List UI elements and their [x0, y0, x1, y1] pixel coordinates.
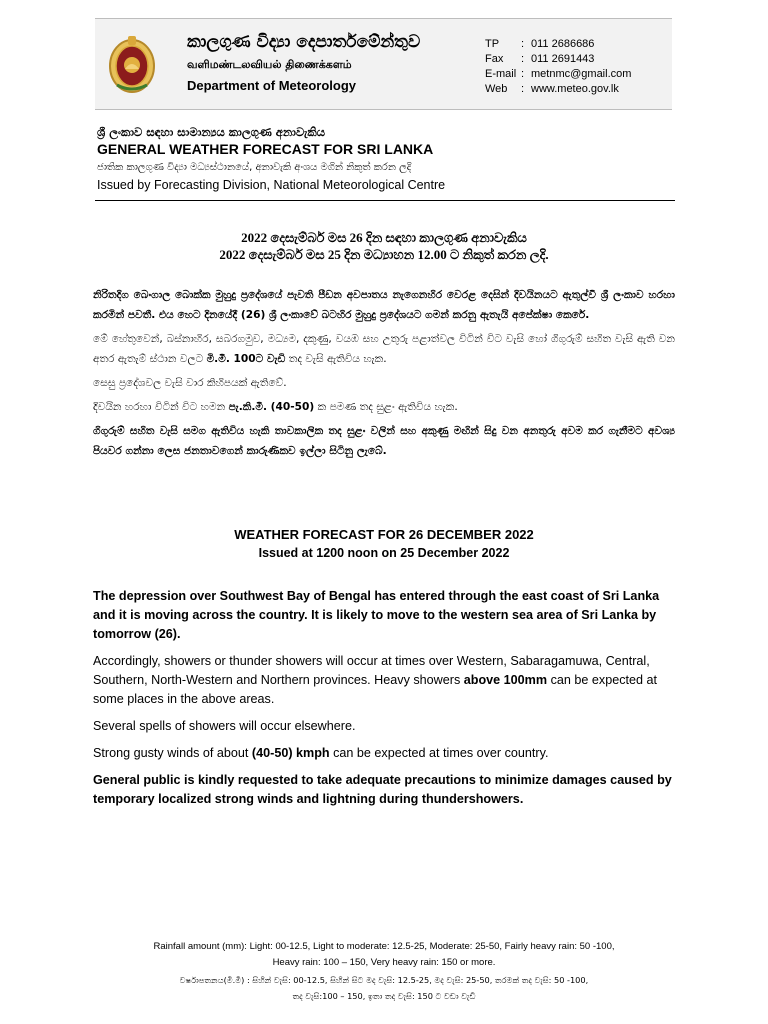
wind-speed-highlight: පැ.කි.මී. (40-50) — [228, 401, 315, 413]
contact-row-email — [485, 67, 631, 82]
department-names — [187, 31, 420, 96]
sri-lanka-emblem-icon — [107, 33, 157, 95]
contact-value: 011 2686686 — [531, 38, 595, 50]
paragraph-text: තද වැසි ඇතිවිය හැක. — [285, 353, 387, 365]
contact-label: TP — [485, 38, 500, 50]
department-name-english: Department of Meteorology — [187, 78, 357, 93]
sinhala-paragraph — [93, 397, 675, 417]
sinhala-paragraph: සෙසු ප්‍රදේශවල වැසි වාර කිහිපයක් ඇතිවේ. — [93, 377, 287, 389]
contact-separator: : — [521, 38, 525, 50]
legend-line: වර්ෂාපතනය(මි.මී) : සිහින් වැසි: 00-12.5, සිහින් සිට මද වැසි: 12.5-25, මද වැසි: 25-50, තරමක් තද වැසි: 50 -100, — [179, 975, 589, 985]
department-name-sinhala: කාලගුණ විද්‍යා දෙපාර්තමේන්තුව — [187, 32, 421, 52]
document-title-sinhala: ශ්‍රී ලංකාව සඳහා සාමාන්‍යය කාලගුණ අනාවැකිය — [97, 125, 326, 139]
issuer-sinhala: ජාතික කාලගුණ විද්‍යා මධ්‍යස්ථානයේ, අනාවැකි අංශය මගින් නිකුත් කරන ලදි — [97, 162, 412, 173]
sinhala-forecast-body — [93, 285, 675, 465]
rainfall-amount-highlight: මි.මී. 100ට වැඩි — [206, 353, 286, 365]
contact-block — [485, 37, 631, 97]
department-name-tamil: வளிமண்டலவியல் திணைக்களம் — [187, 58, 352, 71]
paragraph-text: ක පමණ තද සුළං ඇතිවිය හැක. — [314, 401, 458, 413]
legend-line: තද වැසි:100 – 150, ඉතා තද වැසි: 150 ට වඩා වැඩි — [292, 991, 476, 1001]
sinhala-paragraph: නිරිතදිග බෙංගාල බොක්ක මුහුදු ප්‍රදේශයේ පැවති පීඩන අවපාතය නැගෙනහිර වෙරළ දෙසින් දිවයිනයට ඇතුල්වී ශ්‍රී ලංකාව හරහා කරමින් පවතී. එය හෙට දිනයේදී (26) ශ්‍රී ලංකාවේ බටහිර මුහුදු ප්‍රදේශයට ගමන් කරනු ඇතැයි අපේක්ෂා කෙරේ. — [93, 289, 675, 321]
english-paragraph: The depression over Southwest Bay of Bengal has entered through the east coast of Sri Lanka and it is moving across the country. It is likely to move to the western sea area of Sri Lanka by tomorrow (26). — [93, 589, 660, 641]
english-paragraph — [93, 652, 676, 709]
sinhala-forecast-title: 2022 දෙසැම්බර් මස 26 දින සඳහා කාලගුණ අනාවැකිය — [241, 230, 527, 245]
paragraph-text: Accordingly, showers or thunder showers will occur at times over Western, Sabaragamuwa, Central, Southern, North-Western and Northern provinces. Heavy showers — [93, 654, 650, 687]
legend-line: Rainfall amount (mm): Light: 00-12.5, Light to moderate: 12.5-25, Moderate: 25-50, Fairly heavy rain: 50 -100, — [153, 941, 615, 952]
english-forecast-body — [93, 587, 676, 817]
english-forecast-heading — [96, 526, 672, 562]
english-paragraph: Several spells of showers will occur elsewhere. — [93, 719, 356, 733]
contact-row-phone — [485, 37, 631, 52]
paragraph-text: can be expected at times over country. — [329, 746, 549, 760]
english-paragraph: General public is kindly requested to take adequate precautions to minimize damages caused by temporary localized strong winds and lightning during thundershowers. — [93, 773, 672, 806]
contact-value: 011 2691443 — [531, 53, 595, 65]
english-paragraph — [93, 744, 676, 763]
paragraph-text: can be expected at some places in the above areas. — [93, 673, 658, 706]
divider — [95, 200, 675, 201]
document-title-english: GENERAL WEATHER FORECAST FOR SRI LANKA — [97, 141, 434, 157]
contact-row-fax — [485, 52, 631, 67]
paragraph-text: මේ හේතුවෙන්, බස්නාහිර, සබරගමුව, මධ්‍යම, දකුණු, වයඹ සහ උතුරු පළාත්වල විටින් විට වැසි හෝ ගිගුරුම් සහිත වැසි ඇති වන අතර ඇතැම් ස්ථාන වලට — [93, 333, 675, 365]
english-forecast-title: WEATHER FORECAST FOR 26 DECEMBER 2022 — [234, 527, 534, 542]
english-issue-time: Issued at 1200 noon on 25 December 2022 — [258, 546, 510, 560]
contact-row-web — [485, 82, 631, 97]
letterhead — [95, 18, 672, 110]
sinhala-paragraph: ගිගුරුම් සහිත වැසි සමග ඇතිවිය හැකි තාවකාලික තද සුළං වලින් සහ අකුණු මඟින් සිදු වන අනතුරු අවම කර ගැනීමට අවශ්‍ය පියවර ගන්නා ලෙස ජනතාවගෙන් කාරුණිකව ඉල්ලා සිටිනු ලැබේ. — [93, 425, 675, 457]
rainfall-amount-highlight: above 100mm — [463, 673, 548, 687]
contact-value: metnmc@gmail.com — [531, 68, 632, 80]
contact-separator: : — [521, 53, 525, 65]
sinhala-paragraph — [93, 329, 675, 369]
contact-label: E-mail — [485, 68, 517, 80]
rainfall-legend-english — [96, 939, 672, 971]
issuer-english: Issued by Forecasting Division, National Meteorological Centre — [97, 178, 446, 192]
paragraph-text: දිවයින හරහා විටින් විට හමන — [93, 401, 229, 413]
sinhala-issue-time: 2022 දෙසැම්බර් මස 25 දින මධ්‍යාහන 12.00 ට නිකුත් කරන ලදි. — [219, 247, 549, 262]
contact-label: Web — [485, 83, 508, 95]
legend-line: Heavy rain: 100 – 150, Very heavy rain: 150 or more. — [272, 957, 496, 968]
document-title-block — [97, 124, 677, 194]
sinhala-forecast-date — [96, 229, 672, 263]
contact-separator: : — [521, 68, 525, 80]
contact-label: Fax — [485, 53, 504, 65]
rainfall-legend-sinhala — [96, 972, 672, 1004]
paragraph-text: Strong gusty winds of about — [93, 746, 252, 760]
contact-value: www.meteo.gov.lk — [531, 83, 619, 95]
wind-speed-highlight: (40-50) kmph — [251, 746, 330, 760]
contact-separator: : — [521, 83, 525, 95]
